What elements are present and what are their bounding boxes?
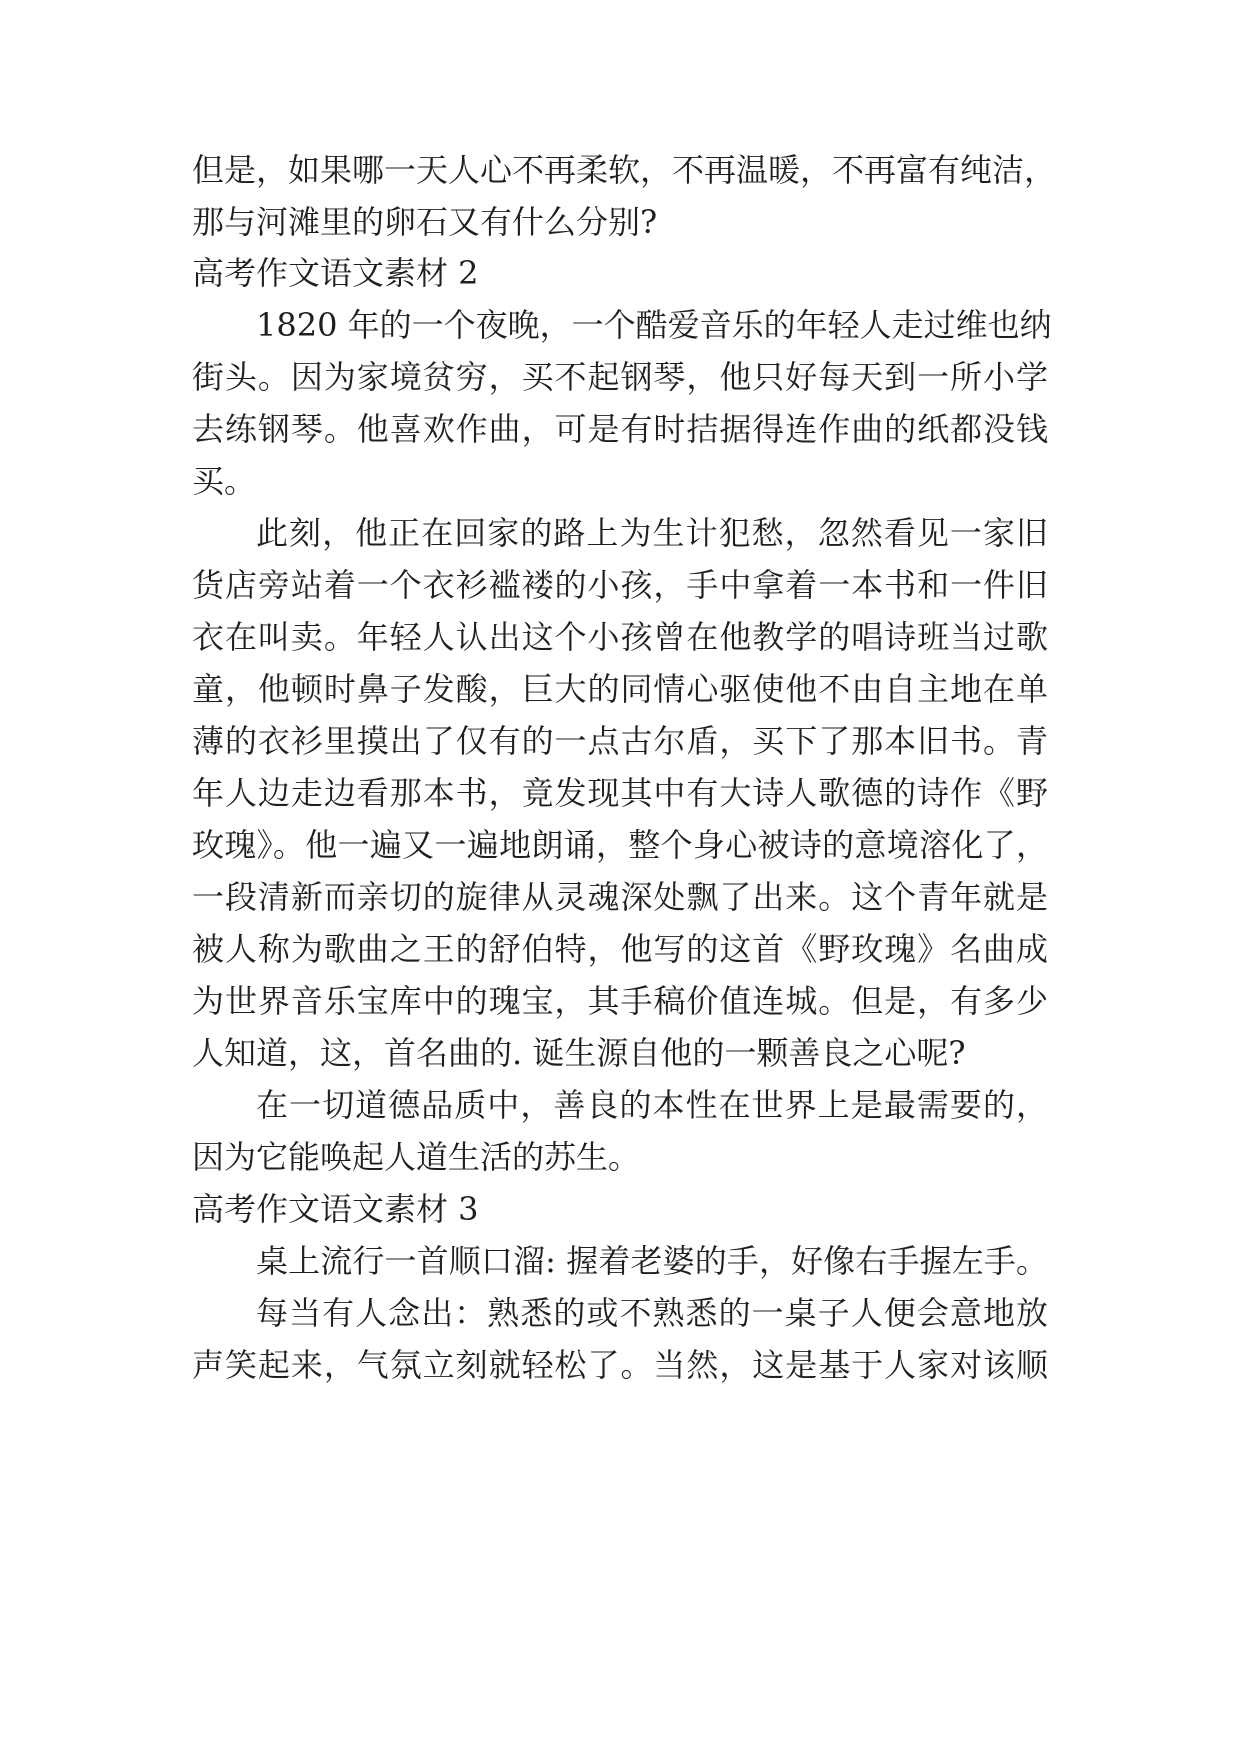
paragraph-line: 年人边走边看那本书，竟发现其中有大诗人歌德的诗作《野 (192, 774, 1048, 812)
paragraph-line: 每当有人念出：熟悉的或不熟悉的一桌子人便会意地放 (256, 1294, 1048, 1332)
paragraph-line: 玫瑰》。他一遍又一遍地朗诵，整个身心被诗的意境溶化了， (192, 826, 1048, 864)
paragraph-line: 买。 (192, 462, 257, 500)
paragraph-line: 去练钢琴。他喜欢作曲，可是有时拮据得连作曲的纸都没钱 (192, 410, 1048, 448)
paragraph-line: 在一切道德品质中，善良的本性在世界上是最需要的， (256, 1086, 1048, 1124)
paragraph-line: 1820 年的一个夜晚，一个酷爱音乐的年轻人走过维也纳 (256, 306, 1052, 344)
paragraph-line: 但是，如果哪一天人心不再柔软，不再温暖，不再富有纯洁， (192, 151, 1057, 189)
paragraph-line: 人知道，这，首名曲的. 诞生源自他的一颗善良之心呢? (192, 1034, 966, 1072)
paragraph-line: 声笑起来，气氛立刻就轻松了。当然，这是基于人家对该顺 (192, 1346, 1048, 1384)
section-heading: 高考作文语文素材 3 (192, 1190, 479, 1228)
paragraph-line: 被人称为歌曲之王的舒伯特，他写的这首《野玫瑰》名曲成 (192, 930, 1048, 968)
paragraph-line: 货店旁站着一个衣衫褴褛的小孩，手中拿着一本书和一件旧 (192, 566, 1048, 604)
paragraph-line: 薄的衣衫里摸出了仅有的一点古尔盾，买下了那本旧书。青 (192, 722, 1048, 760)
paragraph-line: 为世界音乐宝库中的瑰宝，其手稿价值连城。但是，有多少 (192, 982, 1048, 1020)
paragraph-line: 因为它能唤起人道生活的苏生。 (192, 1138, 641, 1176)
paragraph-line: 街头。因为家境贫穷，买不起钢琴，他只好每天到一所小学 (192, 358, 1048, 396)
paragraph-line: 此刻，他正在回家的路上为生计犯愁，忽然看见一家旧 (256, 514, 1048, 552)
paragraph-line: 那与河滩里的卵石又有什么分别? (192, 203, 658, 241)
paragraph-line: 童，他顿时鼻子发酸，巨大的同情心驱使他不由自主地在单 (192, 670, 1048, 708)
paragraph-line: 桌上流行一首顺口溜: 握着老婆的手，好像右手握左手。 (256, 1242, 1048, 1280)
paragraph-line: 衣在叫卖。年轻人认出这个小孩曾在他教学的唱诗班当过歌 (192, 618, 1048, 656)
paragraph-line: 一段清新而亲切的旋律从灵魂深处飘了出来。这个青年就是 (192, 878, 1048, 916)
section-heading: 高考作文语文素材 2 (192, 254, 479, 292)
